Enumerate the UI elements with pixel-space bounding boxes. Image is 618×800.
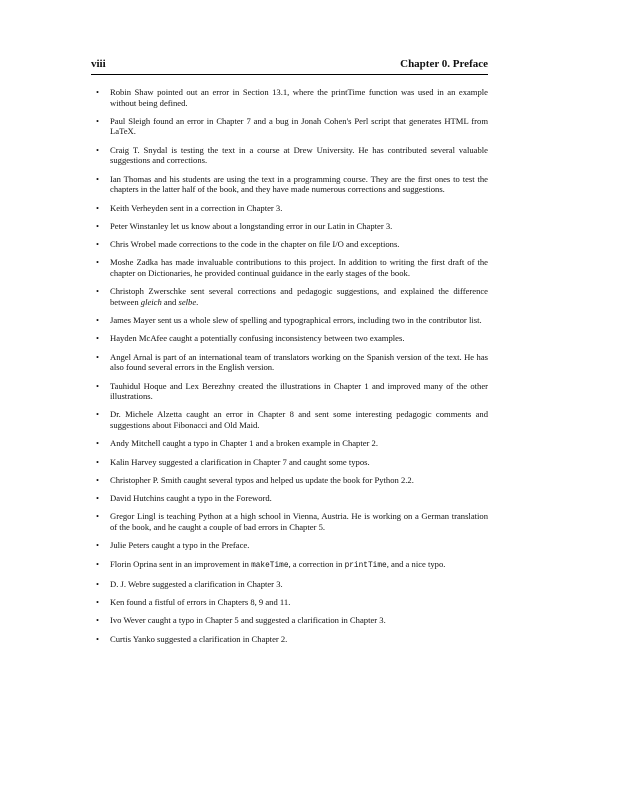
bullet-icon: • [96, 511, 100, 522]
item-code: printTime [344, 561, 387, 570]
item-emphasis: gleich [140, 296, 162, 307]
bullet-icon: • [96, 87, 100, 97]
bullet-icon: • [96, 633, 100, 644]
item-text: Florin Oprina sent in an improvement in [110, 558, 252, 569]
bullet-icon: • [96, 202, 100, 213]
item-code: makeTime [251, 561, 289, 570]
item-text: Chris Wrobel made corrections to the code in the chapter on file I/O and exceptions. [110, 239, 400, 250]
list-item [91, 239, 488, 250]
bullet-icon: • [96, 257, 100, 268]
bullet-icon: • [96, 493, 100, 504]
list-item [91, 438, 488, 449]
bullet-icon: • [96, 173, 100, 184]
bullet-icon: • [96, 578, 100, 589]
item-emphasis: selbe [178, 296, 197, 307]
list-item [91, 145, 488, 166]
item-text: and [161, 296, 179, 307]
item-text: Julie Peters caught a typo in the Preface. [110, 540, 250, 551]
item-text: Andy Mitchell caught a typo in Chapter 1 and a broken example in Chapter 2. [110, 438, 379, 449]
item-text: Kalin Harvey suggested a clarification in Chapter 7 and caught some typos. [110, 456, 370, 467]
bullet-icon: • [96, 333, 100, 344]
item-text: Craig T. Snydal is testing the text in a course at Drew University. He has contributed several valuable suggestions and corrections. [110, 144, 488, 166]
list-item [91, 221, 488, 232]
list-item [91, 381, 488, 402]
list-item [91, 87, 488, 108]
list-item [91, 540, 488, 551]
item-text: Christopher P. Smith caught several typos and helped us update the book for Python 2.2. [110, 474, 414, 485]
list-item [91, 203, 488, 214]
item-text: Hayden McAfee caught a potentially confusing inconsistency between two examples. [110, 333, 405, 344]
item-text: Gregor Lingl is teaching Python at a high school in Vienna, Austria. He is working on a German translation of the book, and he caught a couple of bad errors in Chapter 5. [110, 511, 488, 532]
item-text: Christoph Zwerschke sent several corrections and pedagogic suggestions, and explained the difference between [110, 286, 488, 307]
list-item [91, 333, 488, 344]
bullet-icon: • [96, 144, 100, 155]
list-item [91, 457, 488, 468]
list-item [91, 409, 488, 430]
list-item [91, 579, 488, 590]
bullet-icon: • [96, 438, 100, 449]
bullet-icon: • [96, 540, 100, 551]
item-text: Curtis Yanko suggested a clarification in Chapter 2. [110, 633, 288, 644]
bullet-icon: • [96, 615, 100, 626]
list-item [91, 511, 488, 532]
item-text: Ian Thomas and his students are using the text in a programming course. They are the first ones to test the chapters in the latter half of the book, and they have made numerous corrections and suggestions. [110, 173, 488, 195]
list-item [91, 634, 488, 645]
item-text: Moshe Zadka has made invaluable contributions to this project. In addition to writing the first draft of the chapter on Dictionaries, he provided continual guidance in the early stages of the book. [110, 257, 488, 278]
list-item [91, 559, 488, 572]
bullet-icon: • [96, 220, 100, 231]
list-item [91, 315, 488, 326]
list-item [91, 615, 488, 626]
item-text: Dr. Michele Alzetta caught an error in Chapter 8 and sent some interesting pedagogic comments and suggestions about Fibonacci and Old Maid. [110, 409, 488, 430]
item-text: . [196, 296, 199, 307]
list-item [91, 174, 488, 195]
list-item [91, 257, 488, 278]
list-item [91, 352, 488, 373]
item-text: Robin Shaw pointed out an error in Section 13.1, where the printTime function was used in an example without being defined. [110, 87, 488, 108]
bullet-icon: • [96, 474, 100, 485]
list-item [91, 597, 488, 608]
bullet-icon: • [96, 351, 100, 362]
bullet-icon: • [96, 409, 100, 420]
list-item [91, 493, 488, 504]
item-text: Ken found a fistful of errors in Chapters 8, 9 and 11. [110, 597, 291, 608]
item-text: Tauhidul Hoque and Lex Berezhny created the illustrations in Chapter 1 and improved many of the other illustrations. [110, 380, 488, 402]
header-rule [91, 74, 488, 75]
page-header [91, 58, 488, 70]
bullet-icon: • [96, 456, 100, 467]
item-text: Ivo Wever caught a typo in Chapter 5 and suggested a clarification in Chapter 3. [110, 615, 386, 626]
item-text: James Mayer sent us a whole slew of spelling and typographical errors, including two in the contributor list. [110, 315, 482, 326]
item-text: , and a nice typo. [386, 558, 446, 569]
list-item [91, 286, 488, 307]
page-number: viii [91, 58, 106, 70]
bullet-icon: • [96, 380, 100, 391]
bullet-icon: • [96, 286, 100, 297]
bullet-icon: • [96, 239, 100, 250]
item-text: Peter Winstanley let us know about a longstanding error in our Latin in Chapter 3. [110, 220, 393, 231]
bullet-icon: • [96, 115, 100, 126]
chapter-title: Chapter 0. Preface [400, 58, 488, 70]
bullet-icon: • [96, 558, 100, 569]
item-text: David Hutchins caught a typo in the Foreword. [110, 493, 272, 504]
item-text: Paul Sleigh found an error in Chapter 7 and a bug in Jonah Cohen's Perl script that generates HTML from LaTeX. [110, 115, 488, 137]
bullet-icon: • [96, 315, 100, 326]
item-text: D. J. Webre suggested a clarification in Chapter 3. [110, 578, 283, 589]
bullet-icon: • [96, 597, 100, 608]
list-item [91, 475, 488, 486]
list-item [91, 116, 488, 137]
item-text: Angel Arnal is part of an international team of translators working on the Spanish version of the text. He has also found several errors in the English version. [110, 351, 488, 373]
item-text: Keith Verheyden sent in a correction in Chapter 3. [110, 202, 283, 213]
item-text: , a correction in [288, 558, 345, 569]
contributor-list [91, 87, 488, 652]
